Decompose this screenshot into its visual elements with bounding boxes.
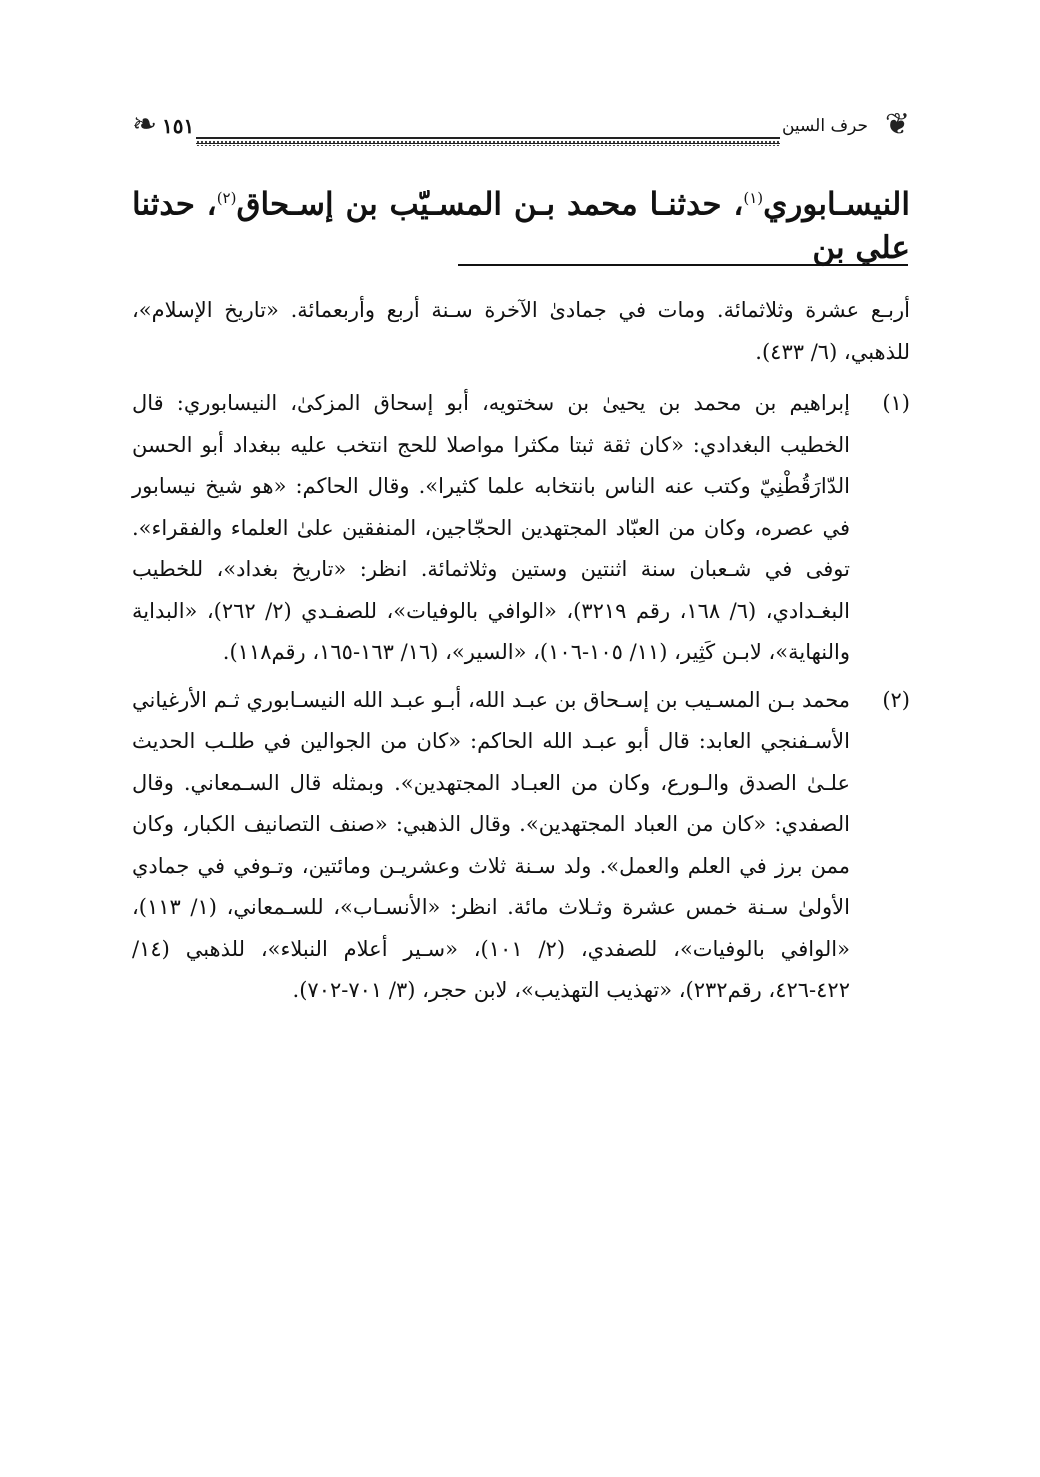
footnote-ref-2[interactable]: (٢) xyxy=(216,189,237,207)
footnote-ref-1[interactable]: (١) xyxy=(743,189,764,207)
chapter-title: حرف السين xyxy=(781,116,868,136)
footnote-separator xyxy=(458,264,908,266)
main-text xyxy=(132,176,910,270)
main-text-part: ، حدثنـا محمد بـن المسـيّب بن إسـحاق xyxy=(236,186,744,223)
page-number: ١٥١ xyxy=(162,114,195,138)
header-dotted-border xyxy=(196,140,780,146)
ornament-right-icon: ❦ xyxy=(884,107,910,142)
footnote-item xyxy=(132,680,910,1012)
footnote-number: (٢) xyxy=(882,687,910,712)
footnote-item xyxy=(132,383,910,674)
main-text-part: ، حدثنا علي بن xyxy=(132,186,910,267)
footnote-text: إبراهيم بن محمد بن يحيىٰ بن سختويه، أبو إسحاق المزكىٰ، النيسابوري: قال الخطيب البغدادي: «كان ثقة ثبتا مكثرا مواصلا للحج انتخب عليه ببغداد أبو الحسن الدّارَقُطْنِيّ وكتب عنه الناس بانتخابه علما كثيرا». وقال الحاكم: «هو شيخ نيسابور في عصره، وكان من العبّاد المجتهدين الحجّاجين، المنفقين علىٰ العلماء والفقراء». توفى في شـعبان سنة اثنتين وستين وثلاثمائة. انظر: «تاريخ بغداد»، للخطيب البغـدادي، (٦/ ١٦٨، رقم ٣٢١٩)، «الوافي بالوفيات»، للصفـدي (٢/ ٢٦٢)، «البداية والنهاية»، لابـن كَثِير، (١١/ ١٠٥-١٠٦)، «السير»، (١٦/ ١٦٣-١٦٥، رقم١١٨). xyxy=(132,391,850,664)
footnotes xyxy=(132,290,910,1012)
footnote-text: محمد بـن المسـيب بن إسـحاق بن عبـد الله، أبـو عبـد الله النيسـابوري ثـم الأرغياني الأسـفنجي العابد: قال أبو عبـد الله الحاكم: «كان من الجوالين في طلـب الحديث علـىٰ الصدق والـورع، وكان من العبـاد المجتهدين». وبمثله قال السـمعاني. وقال الصفدي: «كان من العباد المجتهدين». وقال الذهبي: «صنف التصانيف الكبار، وكان ممن برز في العلم والعمل». ولد سـنة ثلاث وعشريـن ومائتين، وتـوفي في جمادي الأولىٰ سـنة خمس عشرة وثـلاث مائة. انظر: «الأنسـاب»، للسـمعاني، (١/ ١١٣)، «الوافي بالوفيات»، للصفدي، (٢/ ١٠١)، «سـير أعلام النبلاء»، للذهبي (١٤/ ٤٢٢-٤٢٦، رقم٢٣٢)، «تهذيب التهذيب»، لابن حجر، (٣/ ٧٠١-٧٠٢). xyxy=(132,687,850,1002)
footnote-number: (١) xyxy=(882,391,910,415)
page-header xyxy=(132,104,910,152)
ornament-left-icon: ❧ xyxy=(132,107,158,142)
footnote-continuation: أربـع عشرة وثلاثمائة. ومات في جمادىٰ الآخرة سـنة أربع وأربعمائة. «تاريخ الإسلام»، للذهبي، (٦/ ٤٣٣). xyxy=(132,298,910,364)
main-text-part: النيسـابوري xyxy=(763,186,910,223)
